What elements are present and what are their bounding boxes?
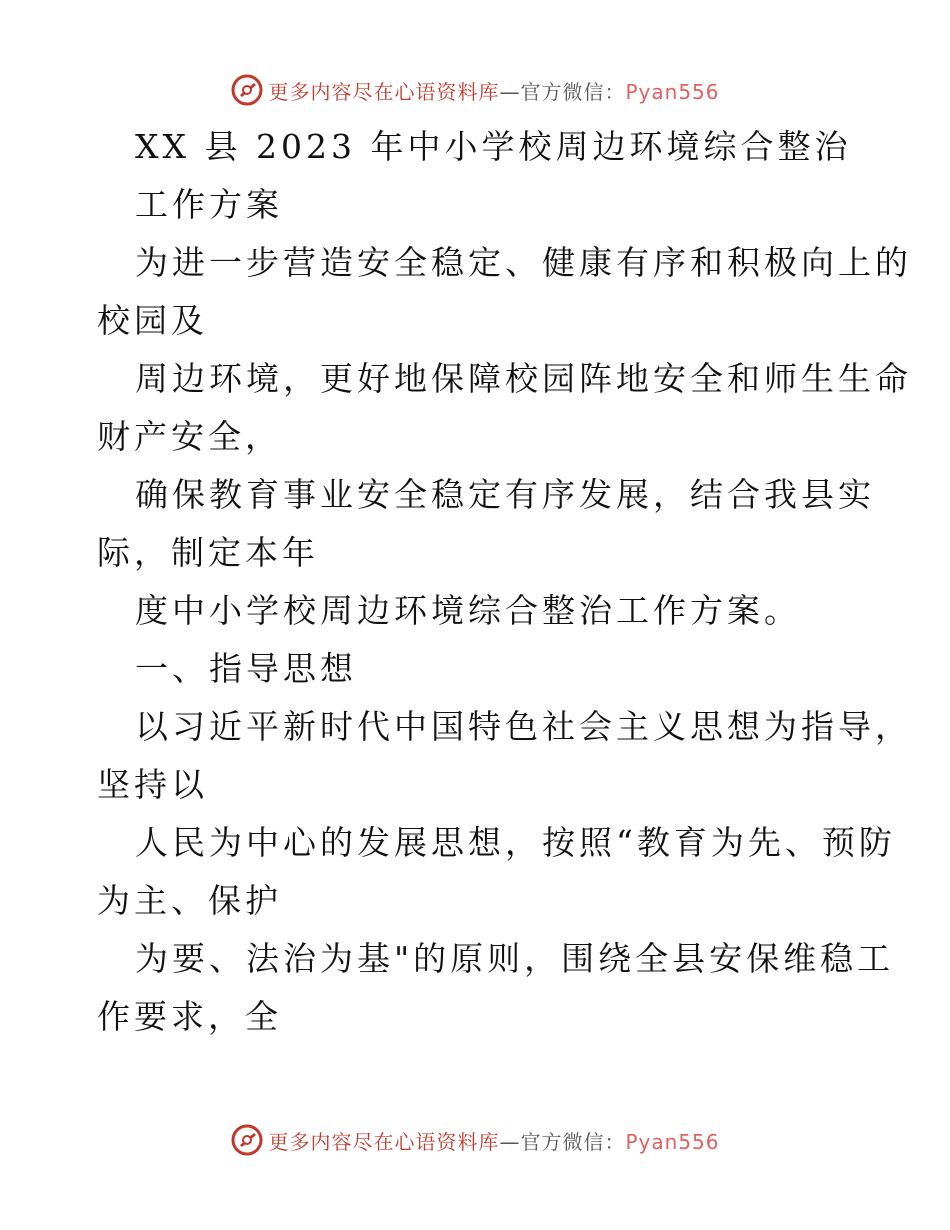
document-line: 工作方案: [135, 185, 283, 224]
document-body: [97, 118, 912, 1046]
watermark-text: 更多内容尽在心语资料库: [268, 79, 500, 104]
watermark-contact: 官方微信：: [520, 1129, 626, 1154]
document-line: 作要求，全: [97, 997, 282, 1036]
document-line: 周边环境，更好地保障校园阵地安全和师生生命: [135, 359, 912, 398]
watermark-header: [0, 70, 950, 110]
watermark-id: Pyan556: [625, 1129, 720, 1154]
logo-icon: [230, 73, 264, 107]
watermark-text: 更多内容尽在心语资料库: [268, 1129, 500, 1154]
document-line: 财产安全，: [97, 417, 282, 456]
document-line: 为进一步营造安全稳定、健康有序和积极向上的: [135, 243, 912, 282]
document-line: 际，制定本年: [97, 533, 319, 572]
document-line: 为主、保护: [97, 881, 282, 920]
watermark-contact: 官方微信：: [520, 79, 626, 104]
document-line: 一、指导思想: [135, 649, 357, 688]
document-line: 度中小学校周边环境综合整治工作方案。: [135, 591, 801, 630]
watermark-dash: —: [499, 79, 521, 104]
watermark-id: Pyan556: [625, 79, 720, 104]
document-line: 坚持以: [97, 765, 208, 804]
logo-icon: [230, 1123, 264, 1157]
document-line: 以习近平新时代中国特色社会主义思想为指导，: [135, 707, 912, 746]
document-line: 人民为中心的发展思想，按照“教育为先、预防: [135, 823, 896, 862]
document-line: 校园及: [97, 301, 208, 340]
document-line: 为要、法治为基"的原则，围绕全县安保维稳工: [135, 939, 895, 978]
watermark-footer: [0, 1120, 950, 1160]
watermark-dash: —: [499, 1129, 521, 1154]
document-line: XX 县 2023 年中小学校周边环境综合整治: [135, 127, 852, 166]
document-line: 确保教育事业安全稳定有序发展，结合我县实: [135, 475, 875, 514]
